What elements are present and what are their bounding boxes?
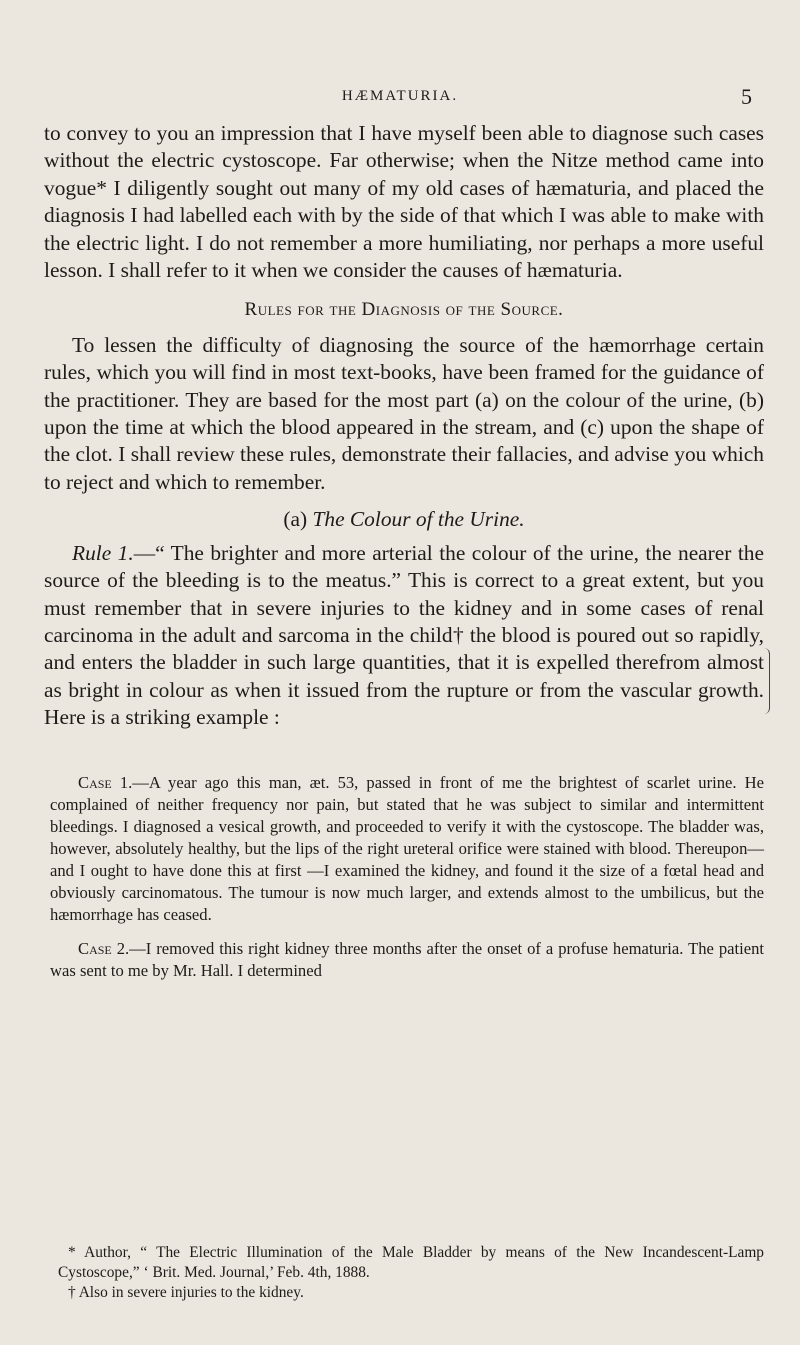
paragraph-rule-1 xyxy=(44,540,764,732)
running-head xyxy=(40,84,760,112)
case-2-text: —I removed this right kidney three months after the onset of a profuse hematuria. The patient was sent to me by Mr. Hall. I determined xyxy=(50,939,764,980)
rule-label: Rule 1. xyxy=(72,540,134,565)
subsection-heading xyxy=(44,506,764,533)
paragraph-rules: To lessen the difficulty of diagnosing the source of the hæmorrhage certain rules, which you will find in most text-books, have been framed for the guidance of the practitioner. They are based for the most part (a) on the colour of the urine, (b) upon the time at which the blood appeared in the stream, and (c) upon the shape of the clot. I shall review these rules, demonstrate their fallacies, and advise you which to reject and which to remember. xyxy=(44,332,764,494)
subsection-letter: (a) xyxy=(283,507,308,532)
case-1-label: Case 1. xyxy=(78,773,133,792)
footnotes xyxy=(58,1243,764,1303)
main-text xyxy=(44,120,764,732)
running-title: HÆMATURIA. xyxy=(341,88,459,104)
footnote-2: † Also in severe injuries to the kidney. xyxy=(68,1284,304,1301)
case-1 xyxy=(50,772,764,926)
rule-1-text: —“ The brighter and more arterial the colour of the urine, the nearer the source of the bleeding is to the meatus.” This is correct to a great extent, but you must remember that in severe injuries to the kidney and in some cases of renal carcinoma in the adult and sarcoma in the child† the blood is poured out so rapidly, and enters the bladder in such large quantities, that it is expelled therefrom almost as bright in colour as when it issued from the rupture or from the vascular growth. Here is a striking example : xyxy=(44,540,764,730)
case-2 xyxy=(50,938,764,982)
case-1-text: —A year ago this man, æt. 53, passed in front of me the brightest of scarlet urine. He complained of neither frequency nor pain, but stated that he was subject to similar and intermittent bleedings. I diagnosed a vesical growth, and proceeded to verify it with the cystoscope. The bladder was, however, absolutely healthy, but the lips of the right ureteral orifice were stained with blood. Thereupon—and I ought to have done this at first —I examined the kidney, and found it the size of a fœtal head and obviously carcinomatous. The tumour is now much larger, and extends almost to the umbilicus, but the hæmorrhage has ceased. xyxy=(50,773,764,924)
case-reports xyxy=(50,772,764,982)
margin-bracket xyxy=(759,648,770,714)
footnote-1: * Author, “ The Electric Illumination of the Male Bladder by means of the New Incandescent-Lamp Cystoscope,” ‘ Brit. Med. Journal,’ Feb. 4th, 1888. xyxy=(58,1244,764,1281)
subsection-title: The Colour of the Urine. xyxy=(312,507,525,532)
case-2-label: Case 2. xyxy=(78,939,130,958)
page-number: 5 xyxy=(741,84,752,109)
section-heading: Rules for the Diagnosis of the Source. xyxy=(244,299,564,321)
paragraph-intro: to convey to you an impression that I have myself been able to diagnose such cases without the electric cystoscope. Far otherwise; when the Nitze method came into vogue* I diligently sought out many of my old cases of hæmaturia, and placed the diagnosis I had labelled each with by the side of that which I was able to make with the electric light. I do not remember a more humiliating, nor perhaps a more useful lesson. I shall refer to it when we consider the causes of hæmaturia. xyxy=(44,121,764,283)
